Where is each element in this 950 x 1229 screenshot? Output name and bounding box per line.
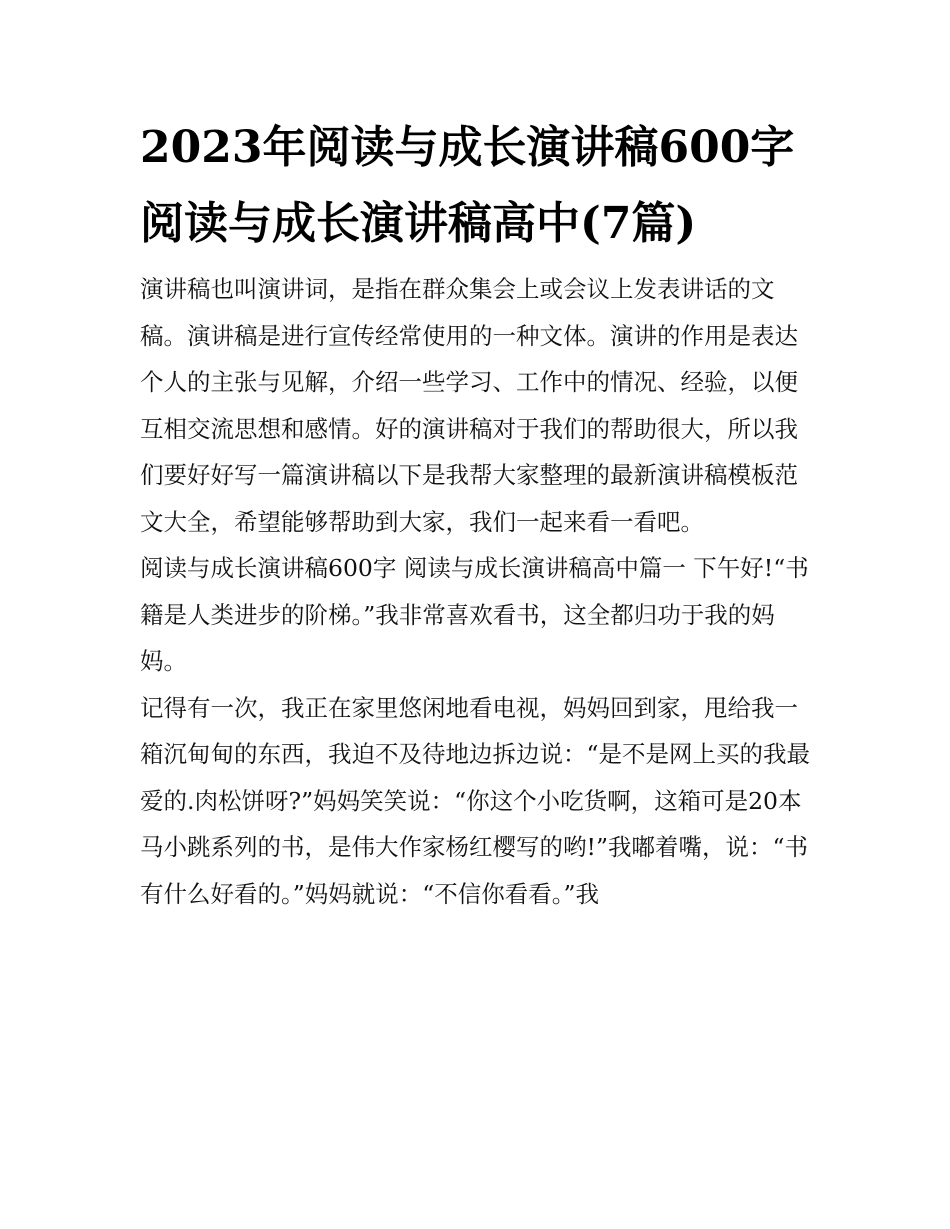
essay-one-opening-paragraph: 阅读与成长演讲稿600字 阅读与成长演讲稿高中篇一 下午好!“书籍是人类进步的阶梯。”我非常喜欢看书，这全都归功于我的妈妈。 bbox=[140, 554, 809, 675]
story-paragraph: 记得有一次，我正在家里悠闲地看电视，妈妈回到家，甩给我一箱沉甸甸的东西，我迫不及待地边拆边说：“是不是网上买的我最爱的.肉松饼呀?”妈妈笑笑说：“你这个小吃货啊，这箱可是20本马小跳系列的书，是伟大作家杨红樱写的哟!”我嘟着嘴，说：“书有什么好看的。”妈妈就说：“不信你看看。”我 bbox=[140, 693, 811, 908]
intro-paragraph: 演讲稿也叫演讲词，是指在群众集会上或会议上发表讲话的文稿。演讲稿是进行宣传经常使用的一种文体。演讲的作用是表达个人的主张与见解，介绍一些学习、工作中的情况、经验，以便互相交流思想和感情。好的演讲稿对于我们的帮助很大，所以我们要好好写一篇演讲稿以下是我帮大家整理的最新演讲稿模板范文大全，希望能够帮助到大家，我们一起来看一看吧。 bbox=[140, 275, 798, 536]
document-body bbox=[140, 110, 815, 917]
document-title: 2023年阅读与成长演讲稿600字 阅读与成长演讲稿高中(7篇) bbox=[140, 122, 810, 249]
